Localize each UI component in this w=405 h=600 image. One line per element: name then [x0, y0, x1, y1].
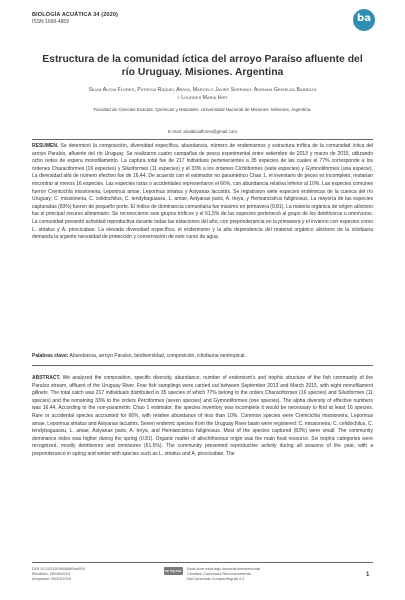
issn: ISSN 1668-4869 — [32, 19, 69, 25]
cc-badge-text: cc by-nc-sa — [164, 568, 183, 578]
resumen-lead: RESUMEN. — [32, 143, 59, 149]
abstract-text: We analyzed the composition, specific diversity, abundance, number of endemism's and trophic structure of the fish community of the Paraíso stream, affluent of the Uruguay River. Four fish samplings were carried out between September 2013 and March 2015, with eight monofilament gillnets. The total catch was 217 individuals distributed in 35 species of which 77% belong to the orders Characiformes (16 species) and Siluriformes (11 species) and the remaining 33% to the orders Perciformes (seven species) and Gymnotiformes (one species). The alpha diversity of effective numbers was 16.44. According to the non-parametric Chao 1 estimator, the species inventory was incomplete it would be necessary to find at least 16 species. Rare or accidental species accounted for 66%, with relative abundance of less than 10%. Common species were Crenicichla missioneira, Leporinus amae, Leporinus striatus and Astyanax lacustris. Seven endemic species from the Uruguay River basin were registered: C. missioneira, C. celidochilus, C. tendybaguassu, L. amae, Astyanax paris, A. troya, and Hemiancistrus fuliginosus. Most of the species captured (83%) were small. The community dominance index was higher during the spring (0.81). Organic matter of allochthonous origin was the main food resource. Six trophic categories were recognized, mostly detritivores and omnivores (61.5%). The community presented reproductive activity during all seasons of the year, with a preponderance in spring and winter with species such as L. striatus and A. pirocicabae. The — [32, 375, 373, 457]
resumen-text: Se determinó la composición, diversidad específica, abundancia, número de endemismos y estructura trófica de la comunidad íctica del arroyo Paraíso, afluente del río Uruguay. Se realizaron cuatro campañas de pesca experimental entre setiembre de 2013 y marzo de 2015, utilizando ocho redes de espera monofilamento. La captura total fue de 217 individuos pertenecientes a 35 especies de las cuales el 77% corresponde a los órdenes Characiformes (16 especies) y Siluriformes (11 especies) y el 33% a los órdenes Cichliformes (siete especies) y Gymnotiformes (una especie). La diversidad alfa de número efectivo fue de 16,44. De acuerdo con el estimador no paramétrico Chao 1, el inventario de peces es incompleto, restarían encontrar al menos 16 especies. Las especies raras o accidentales representaron el 66%, con abundancia relativa inferior al 10%. Las especies comunes fueron Crenicichla missioneira, Leporinus amae, Leporinus striatus y Astyanax lacustris. Se registraron siete especies endémicas de la cuenca del río Uruguay: C. missioneira, C. celidochilus, C. tendybaguassu, L. amae, Astyanax paris, A. troya, y Hemiancistrus fuliginosus. La mayoría de las especies capturadas (83%) fueron de pequeño porte. El índice de dominancia comunitaria fue máximo en primavera (0,81). La materia orgánica de origen alóctono fue el principal recurso alimentario. Se reconocieron seis grupos tróficos y el 61,5% de las especies perteneció al grupo de los detritívoros u omnívoros. La comunidad presentó actividad reproductiva durante todas las estaciones del año, con preponderancia en la primavera y el invierno con especies como L. striatus y A. pirocicabae. La elevada diversidad específica, el endemismo y la alta dependencia del material orgánico alóctono de la ictiofauna demanda la urgente necesidad de protección y conservación de este curso de agua. — [32, 143, 373, 241]
authors — [40, 86, 365, 102]
divider — [32, 139, 373, 140]
license-line-1: Esta obra está bajo licencia Internacional — [187, 566, 260, 571]
journal-name: BIOLOGÍA ACUÁTICA 34 (2020) — [32, 12, 118, 18]
contact-email: E-mail: silvialiciaflores@gmail.com — [167, 129, 238, 134]
divider — [32, 365, 373, 366]
accepted-date: Aceptado: 05/12/2019 — [32, 576, 72, 582]
authors-line-2: y Lourdes María Hirt — [177, 95, 228, 101]
page-number: 1 — [366, 572, 370, 578]
abstract-lead: ABSTRACT. — [32, 375, 61, 381]
authors-line-1: Silvia Alicia Flores, Patricia Raquel Araya, Marcelo Javier Serrano, Adriana Griselda Barboza — [88, 87, 317, 93]
keywords-paragraph — [32, 353, 373, 361]
license-text — [187, 566, 260, 582]
article-title: Estructura de la comunidad íctica del arroyo Paraíso afluente del río Uruguay. Misiones. Argentina — [42, 54, 363, 78]
keywords-lead: Palabras clave: — [32, 353, 69, 359]
footer-divider — [32, 562, 373, 563]
abstract-paragraph — [32, 375, 373, 459]
article-metadata — [32, 566, 85, 582]
journal-logo — [353, 9, 375, 31]
affiliation: Facultad de Ciencias Exactas, Químicas y Naturales. Universidad Nacional de Misiones. Misiones, Argentina. — [93, 107, 312, 112]
received-date: Recibido: 26/08/2019 — [32, 571, 70, 577]
resumen-paragraph — [32, 143, 373, 242]
doi-link[interactable]: DOI 10.24215/16684869e009 — [32, 566, 85, 571]
license-line-2: Creative Commons Reconocimiento — [187, 571, 252, 577]
keywords-text: Abundancia, arroyo Paraíso, biodiversidad, composición, ictiofauna neotropical. — [68, 353, 246, 359]
license-line-3: NoComercial-CompartirIgual 4.0 — [187, 576, 245, 582]
cc-license-badge[interactable] — [164, 567, 183, 578]
logo-text: ba — [357, 13, 371, 24]
